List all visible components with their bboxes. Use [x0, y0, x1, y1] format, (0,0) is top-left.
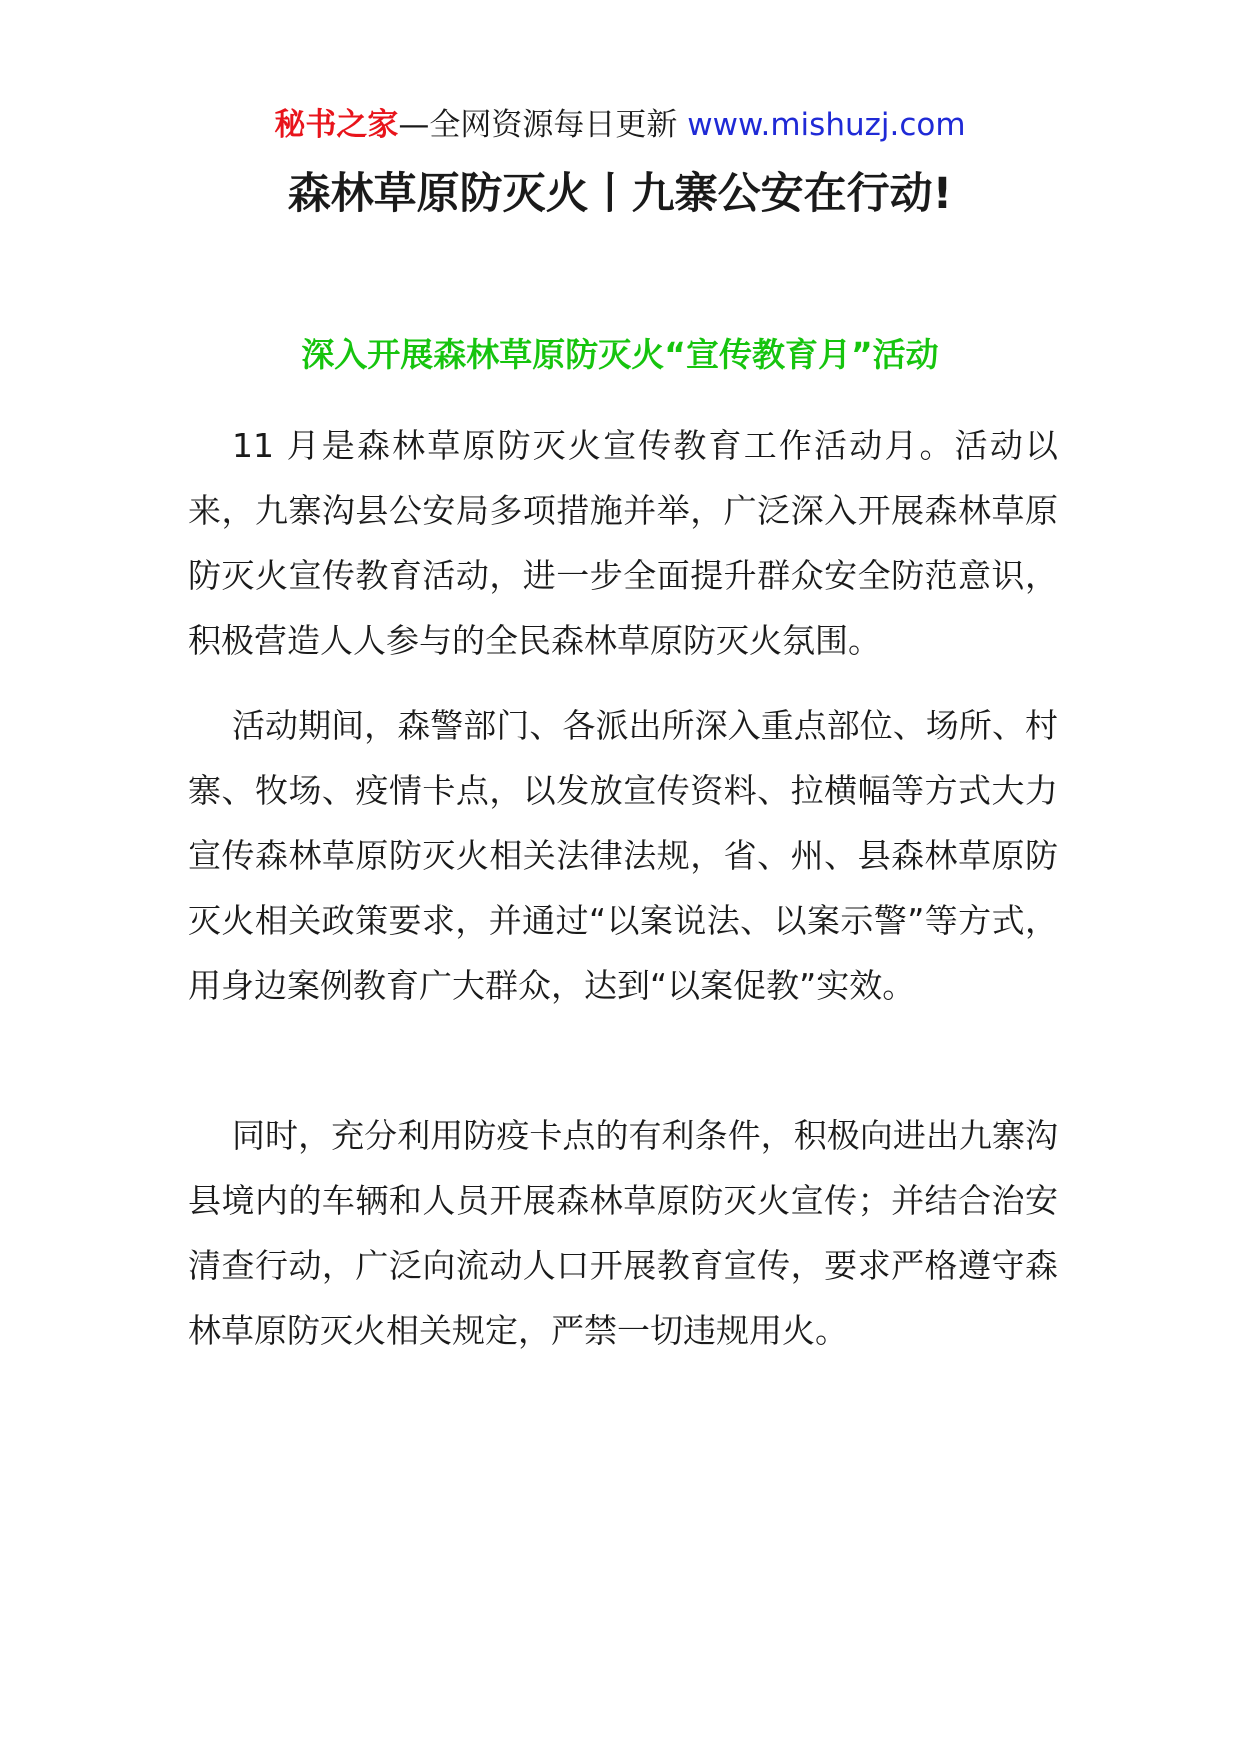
- document-title: 森林草原防灭火丨九寨公安在行动!: [287, 169, 953, 219]
- site-header: [0, 100, 1240, 150]
- site-url-link[interactable]: www.mishuzj.com: [687, 107, 966, 143]
- body-paragraph-2: 活动期间，森警部门、各派出所深入重点部位、场所、村寨、牧场、疫情卡点，以发放宣传资料、拉横幅等方式大力宣传森林草原防灭火相关法律法规，省、州、县森林草原防灭火相关政策要求，并通过“以案说法、以案示警”等方式，用身边案例教育广大群众，达到“以案促教”实效。: [188, 706, 1058, 1005]
- header-tagline: —全网资源每日更新: [398, 107, 678, 143]
- body-paragraph-3: 同时，充分利用防疫卡点的有利条件，积极向进出九寨沟县境内的车辆和人员开展森林草原防灭火宣传；并结合治安清查行动，广泛向流动人口开展教育宣传，要求严格遵守森林草原防灭火相关规定，严禁一切违规用火。: [188, 1116, 1058, 1350]
- brand-name: 秘书之家: [274, 107, 399, 143]
- body-paragraph-1: 11 月是森林草原防灭火宣传教育工作活动月。活动以来，九寨沟县公安局多项措施并举，广泛深入开展森林草原防灭火宣传教育活动，进一步全面提升群众安全防范意识，积极营造人人参与的全民森林草原防灭火氛围。: [188, 426, 1058, 660]
- section-heading: 深入开展森林草原防灭火“宣传教育月”活动: [301, 335, 939, 374]
